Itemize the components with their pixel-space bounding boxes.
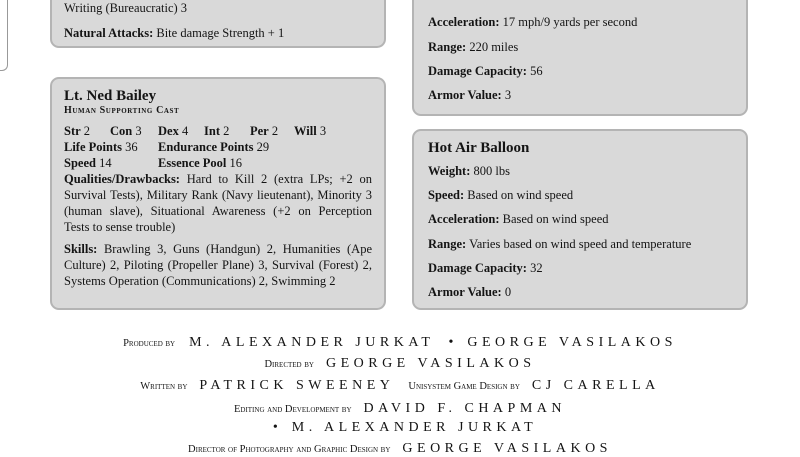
vehicle-armor-value: Armor Value: 3 (428, 88, 512, 102)
attribute-per: Per 2 (250, 124, 279, 138)
character-subtitle: Human Supporting Cast (64, 105, 180, 116)
balloon-speed: Speed: Based on wind speed (428, 188, 574, 202)
credits-written-by: Written by PATRICK SWEENEY Unisystem Game Design by CJ CARELLA (140, 378, 660, 393)
qualities-drawbacks (64, 171, 372, 235)
hot-air-balloon-box (412, 129, 748, 310)
vehicle-name: Hot Air Balloon (428, 140, 530, 156)
balloon-weight: Weight: 800 lbs (428, 164, 510, 178)
bailey-stat-box (50, 77, 386, 310)
attribute-will: Will 3 (294, 124, 327, 138)
balloon-acceleration: Acceleration: Based on wind speed (428, 212, 609, 226)
attribute-str: Str 2 (64, 124, 91, 138)
writing-skill-line: Writing (Bureaucratic) 3 (64, 1, 188, 15)
balloon-armor-value: Armor Value: 0 (428, 285, 512, 299)
endurance-points: Endurance Points 29 (158, 140, 270, 154)
credits-produced-by: Produced by M. ALEXANDER JURKAT • GEORGE VASILAKOS (123, 335, 677, 350)
natural-attacks-label: Natural Attacks: (64, 26, 154, 40)
credits-editing-by-2: • M. ALEXANDER JURKAT (272, 420, 538, 435)
balloon-range: Range: Varies based on wind speed and temperature (428, 237, 692, 251)
speed-stat: Speed 14 (64, 156, 112, 170)
skills-text: Brawling 3, Guns (Handgun) 2, Humanities (Ape Culture) 2, Piloting (Propeller Plane) 3, Survival (Forest) 2, Systems Operation (Communications) 2, Swimming 2 (64, 242, 373, 288)
page-corner-mark (0, 0, 8, 71)
character-name: Lt. Ned Bailey (64, 88, 157, 104)
natural-attacks-value: Bite damage Strength + 1 (156, 26, 285, 40)
credits-editing-by: Editing and Development by DAVID F. CHAPMAN (233, 401, 566, 416)
attribute-line (64, 123, 372, 139)
attribute-dex: Dex 4 (158, 124, 189, 138)
points-line-2 (64, 155, 372, 171)
vehicle-range: Range: 220 miles (428, 40, 519, 54)
balloon-damage-capacity: Damage Capacity: 32 (428, 261, 543, 275)
skills (64, 241, 372, 289)
qualities-text: Hard to Kill 2 (extra LPs; +2 on Survival Tests), Military Rank (Navy lieutenant), Minority 3 (human slave), Situational Awareness (+2 on Perception Tests to sense trouble) (64, 172, 372, 234)
skills-label: Skills: (64, 242, 98, 256)
creature-stat-box-partial (50, 0, 386, 48)
natural-attacks-line (64, 25, 284, 41)
vehicle-acceleration: Acceleration: 17 mph/9 yards per second (428, 15, 638, 29)
credits-photography-by: Director of Photography and Graphic Design by GEORGE VASILAKOS (188, 441, 612, 456)
attribute-con: Con 3 (110, 124, 142, 138)
life-points: Life Points 36 (64, 140, 138, 154)
attribute-int: Int 2 (204, 124, 230, 138)
essence-pool: Essence Pool 16 (158, 156, 243, 170)
credits-directed-by: Directed by GEORGE VASILAKOS (264, 356, 536, 371)
vehicle-damage-capacity: Damage Capacity: 56 (428, 64, 543, 78)
qualities-label: Qualities/Drawbacks: (64, 172, 180, 186)
vehicle-stat-box-partial (412, 0, 748, 116)
points-line-1 (64, 139, 372, 155)
